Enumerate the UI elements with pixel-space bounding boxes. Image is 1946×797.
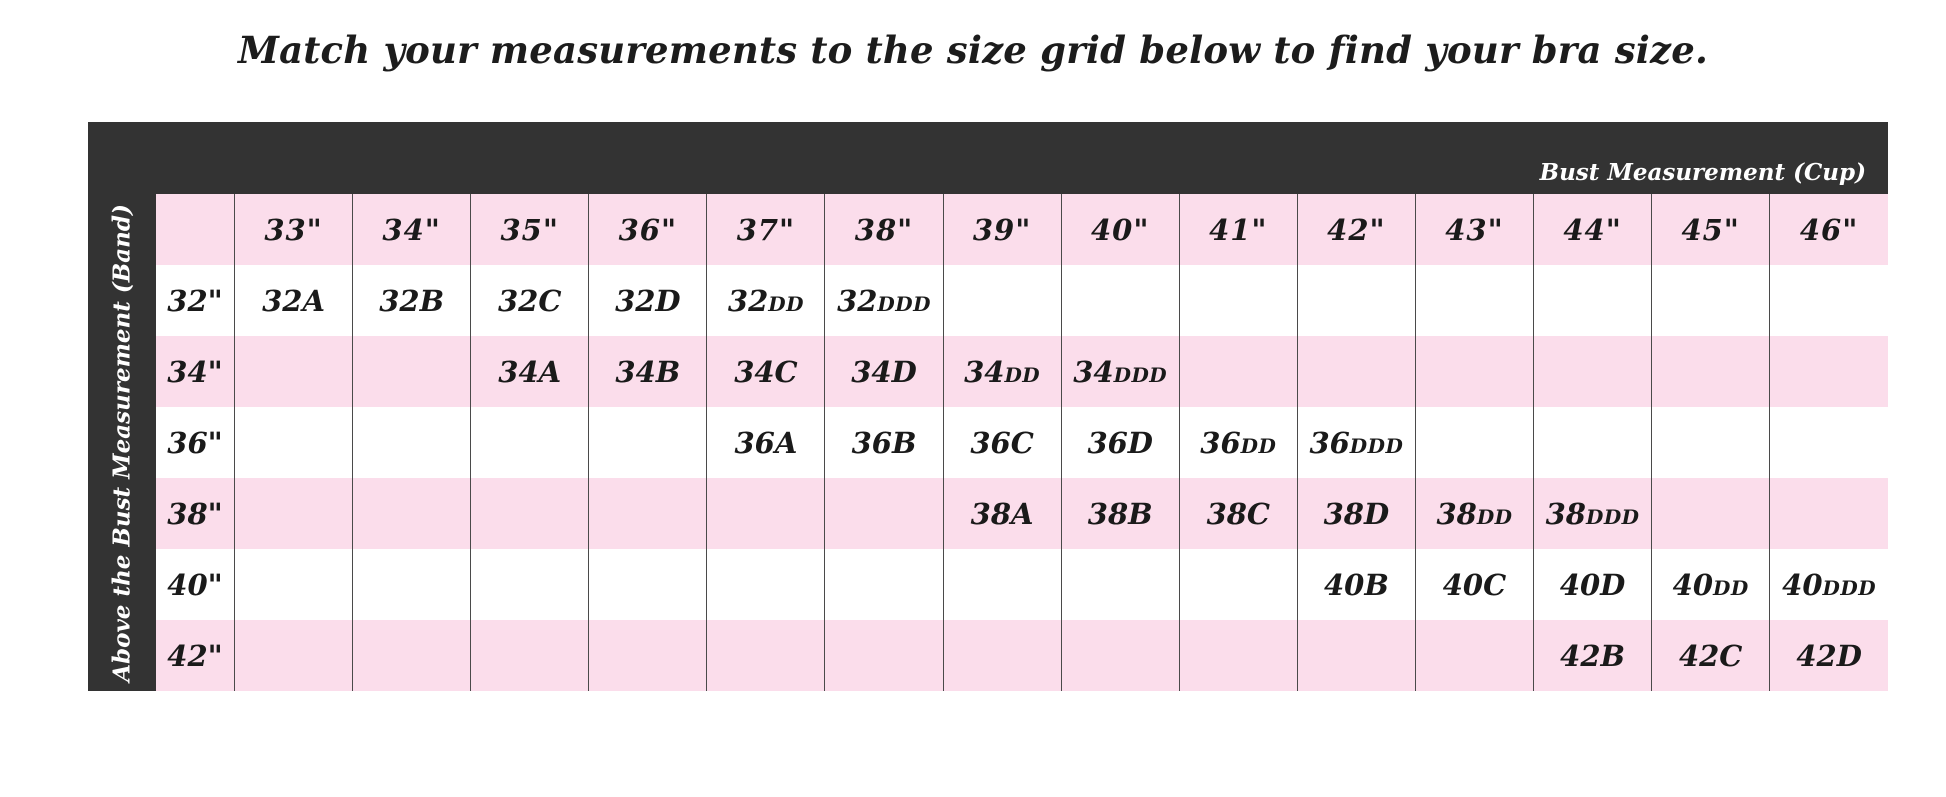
- size-cell: [707, 336, 825, 407]
- size-band-text: 34: [1073, 354, 1114, 389]
- empty-cell: [1179, 549, 1297, 620]
- size-cell: [707, 265, 825, 336]
- row-header-band-size: 34": [156, 336, 235, 407]
- size-band-text: 40: [1323, 567, 1365, 602]
- size-cup-text: B: [419, 283, 445, 318]
- empty-cell: [1534, 336, 1652, 407]
- size-cup-text: C: [1246, 496, 1271, 531]
- empty-cell: [1415, 407, 1533, 478]
- size-cell: [1534, 478, 1652, 549]
- column-header-cell: 42": [1297, 194, 1415, 265]
- size-cup-text: D: [1363, 496, 1390, 531]
- size-cup-text: D: [655, 283, 681, 318]
- column-header-cell: 46": [1770, 194, 1888, 265]
- empty-cell: [825, 478, 943, 549]
- size-grid-table: [156, 194, 1888, 691]
- empty-cell: [471, 478, 589, 549]
- column-header-cell: 41": [1179, 194, 1297, 265]
- size-band-text: 42: [1796, 638, 1837, 673]
- column-header-cell: 36": [589, 194, 707, 265]
- empty-cell: [471, 549, 589, 620]
- size-cell: [1652, 549, 1770, 620]
- size-cup-text: D: [1600, 567, 1626, 602]
- size-band-text: 38: [1206, 496, 1247, 531]
- size-cup-text: C: [774, 354, 798, 389]
- size-cup-text: D: [891, 354, 917, 389]
- column-header-cell: 43": [1415, 194, 1533, 265]
- size-band-text: 36: [1309, 425, 1350, 460]
- column-header-cell: 39": [943, 194, 1061, 265]
- size-band-text: 34: [615, 354, 656, 389]
- empty-cell: [943, 620, 1061, 691]
- empty-cell: [1297, 265, 1415, 336]
- size-cell: [943, 478, 1061, 549]
- size-cup-text: B: [1600, 638, 1626, 673]
- empty-cell: [1770, 478, 1888, 549]
- empty-cell: [235, 336, 353, 407]
- size-cell: [1061, 478, 1179, 549]
- chart-header-bar: [88, 122, 1888, 194]
- size-band-text: 34: [734, 354, 775, 389]
- size-cell: [1297, 478, 1415, 549]
- size-band-text: 34: [498, 354, 539, 389]
- empty-cell: [1652, 336, 1770, 407]
- empty-cell: [1652, 478, 1770, 549]
- column-header-cell: 34": [353, 194, 471, 265]
- size-cell: [471, 265, 589, 336]
- column-header-cell: 44": [1534, 194, 1652, 265]
- empty-cell: [707, 620, 825, 691]
- empty-cell: [1770, 407, 1888, 478]
- size-cup-text: B: [655, 354, 681, 389]
- size-cell: [1061, 407, 1179, 478]
- row-header-band-size: 40": [156, 549, 235, 620]
- size-cup-text: DDD: [1349, 433, 1404, 458]
- row-header-band-size: 32": [156, 265, 235, 336]
- size-band-text: 40: [1672, 567, 1713, 602]
- empty-cell: [353, 407, 471, 478]
- empty-cell: [1061, 265, 1179, 336]
- empty-cell: [353, 549, 471, 620]
- table-row: [156, 265, 1888, 336]
- empty-cell: [1415, 620, 1533, 691]
- page-title: Match your measurements to the size grid below to find your bra size.: [237, 28, 1709, 72]
- size-cell: [1415, 478, 1533, 549]
- empty-cell: [235, 549, 353, 620]
- empty-cell: [1179, 336, 1297, 407]
- empty-cell: [589, 407, 707, 478]
- empty-cell: [589, 478, 707, 549]
- size-cup-text: B: [891, 425, 917, 460]
- bust-measurement-label: Bust Measurement (Cup): [1539, 159, 1866, 186]
- empty-cell: [589, 549, 707, 620]
- size-band-text: 32: [262, 283, 303, 318]
- empty-cell: [235, 620, 353, 691]
- size-cup-text: B: [1128, 496, 1153, 531]
- empty-cell: [707, 549, 825, 620]
- table-row: [156, 620, 1888, 691]
- size-band-text: 38: [1545, 496, 1586, 531]
- size-band-text: 32: [379, 283, 420, 318]
- size-cup-text: DD: [1240, 433, 1277, 458]
- empty-cell: [1297, 336, 1415, 407]
- size-cell: [943, 407, 1061, 478]
- size-cell: [1770, 620, 1888, 691]
- size-cell: [825, 407, 943, 478]
- size-cup-text: D: [1127, 425, 1153, 460]
- size-cell: [1770, 549, 1888, 620]
- table-row: [156, 549, 1888, 620]
- size-cup-text: DD: [1004, 362, 1041, 387]
- size-cell: [1179, 478, 1297, 549]
- empty-cell: [471, 407, 589, 478]
- size-cup-text: C: [1010, 425, 1034, 460]
- empty-cell: [1415, 265, 1533, 336]
- column-header-cell: 45": [1652, 194, 1770, 265]
- column-header-cell: 37": [707, 194, 825, 265]
- size-band-text: 40: [1442, 567, 1484, 602]
- size-cell: [1534, 549, 1652, 620]
- empty-cell: [1179, 620, 1297, 691]
- size-cell: [1534, 620, 1652, 691]
- size-band-text: 38: [1323, 496, 1364, 531]
- size-cell: [1179, 407, 1297, 478]
- size-cup-text: DDD: [1585, 504, 1640, 529]
- empty-cell: [235, 407, 353, 478]
- size-cup-text: C: [1483, 567, 1507, 602]
- size-cup-text: A: [774, 425, 798, 460]
- empty-cell: [825, 620, 943, 691]
- size-cell: [825, 265, 943, 336]
- size-band-text: 38: [1087, 496, 1129, 531]
- size-cup-text: C: [538, 283, 562, 318]
- empty-cell: [353, 478, 471, 549]
- empty-cell: [1297, 620, 1415, 691]
- size-band-text: 36: [1087, 425, 1128, 460]
- size-cup-text: C: [1719, 638, 1743, 673]
- chart-body: [88, 194, 1888, 691]
- size-cell: [825, 336, 943, 407]
- band-measurement-label-text: Above the Bust Measurement (Band): [108, 203, 136, 682]
- size-cup-text: DDD: [1113, 362, 1168, 387]
- size-band-text: 32: [615, 283, 656, 318]
- header-corner-cell: [156, 194, 235, 265]
- size-cup-text: DD: [1713, 575, 1749, 600]
- size-cell: [1652, 620, 1770, 691]
- empty-cell: [589, 620, 707, 691]
- column-header-cell: 35": [471, 194, 589, 265]
- size-cell: [1061, 336, 1179, 407]
- empty-cell: [1415, 336, 1533, 407]
- size-band-text: 40: [1782, 567, 1823, 602]
- size-cup-text: A: [1011, 496, 1034, 531]
- empty-cell: [1652, 265, 1770, 336]
- size-band-text: 36: [851, 425, 892, 460]
- empty-cell: [1652, 407, 1770, 478]
- size-band-text: 42: [1678, 638, 1720, 673]
- table-row: [156, 336, 1888, 407]
- size-cup-text: DDD: [1822, 575, 1877, 600]
- empty-cell: [1534, 265, 1652, 336]
- column-header-cell: 38": [825, 194, 943, 265]
- column-header-cell: 33": [235, 194, 353, 265]
- size-cell: [589, 336, 707, 407]
- size-band-text: 36: [734, 425, 775, 460]
- size-cup-text: DD: [768, 291, 804, 316]
- size-band-text: 34: [851, 354, 892, 389]
- empty-cell: [1061, 549, 1179, 620]
- row-header-band-size: 42": [156, 620, 235, 691]
- empty-cell: [1061, 620, 1179, 691]
- row-header-band-size: 38": [156, 478, 235, 549]
- empty-cell: [235, 478, 353, 549]
- empty-cell: [353, 336, 471, 407]
- empty-cell: [471, 620, 589, 691]
- empty-cell: [353, 620, 471, 691]
- size-cell: [471, 336, 589, 407]
- table-row: [156, 478, 1888, 549]
- size-band-text: 32: [498, 283, 539, 318]
- size-band-text: 32: [727, 283, 769, 318]
- size-cup-text: D: [1836, 638, 1862, 673]
- size-band-text: 34: [964, 354, 1005, 389]
- empty-cell: [1179, 265, 1297, 336]
- size-band-text: 36: [970, 425, 1011, 460]
- empty-cell: [825, 549, 943, 620]
- size-cup-text: A: [538, 354, 562, 389]
- size-band-text: 36: [1200, 425, 1241, 460]
- size-band-text: 38: [970, 496, 1012, 531]
- table-header-row: [156, 194, 1888, 265]
- size-cell: [353, 265, 471, 336]
- empty-cell: [1770, 265, 1888, 336]
- empty-cell: [1534, 407, 1652, 478]
- size-cell: [1297, 407, 1415, 478]
- size-cup-text: A: [302, 283, 325, 318]
- column-header-cell: 40": [1061, 194, 1179, 265]
- size-cell: [235, 265, 353, 336]
- size-band-text: 42: [1560, 638, 1601, 673]
- size-cell: [943, 336, 1061, 407]
- band-measurement-label: [88, 194, 156, 691]
- row-header-band-size: 36": [156, 407, 235, 478]
- size-cup-text: DDD: [877, 291, 931, 316]
- table-row: [156, 407, 1888, 478]
- size-cell: [1415, 549, 1533, 620]
- size-cell: [589, 265, 707, 336]
- size-cell: [707, 407, 825, 478]
- size-cup-text: DD: [1476, 504, 1513, 529]
- empty-cell: [943, 265, 1061, 336]
- empty-cell: [707, 478, 825, 549]
- size-chart: [88, 122, 1888, 691]
- size-cell: [1297, 549, 1415, 620]
- size-band-text: 32: [837, 283, 878, 318]
- empty-cell: [943, 549, 1061, 620]
- size-band-text: 38: [1436, 496, 1477, 531]
- empty-cell: [1770, 336, 1888, 407]
- size-band-text: 40: [1559, 567, 1601, 602]
- size-cup-text: B: [1364, 567, 1389, 602]
